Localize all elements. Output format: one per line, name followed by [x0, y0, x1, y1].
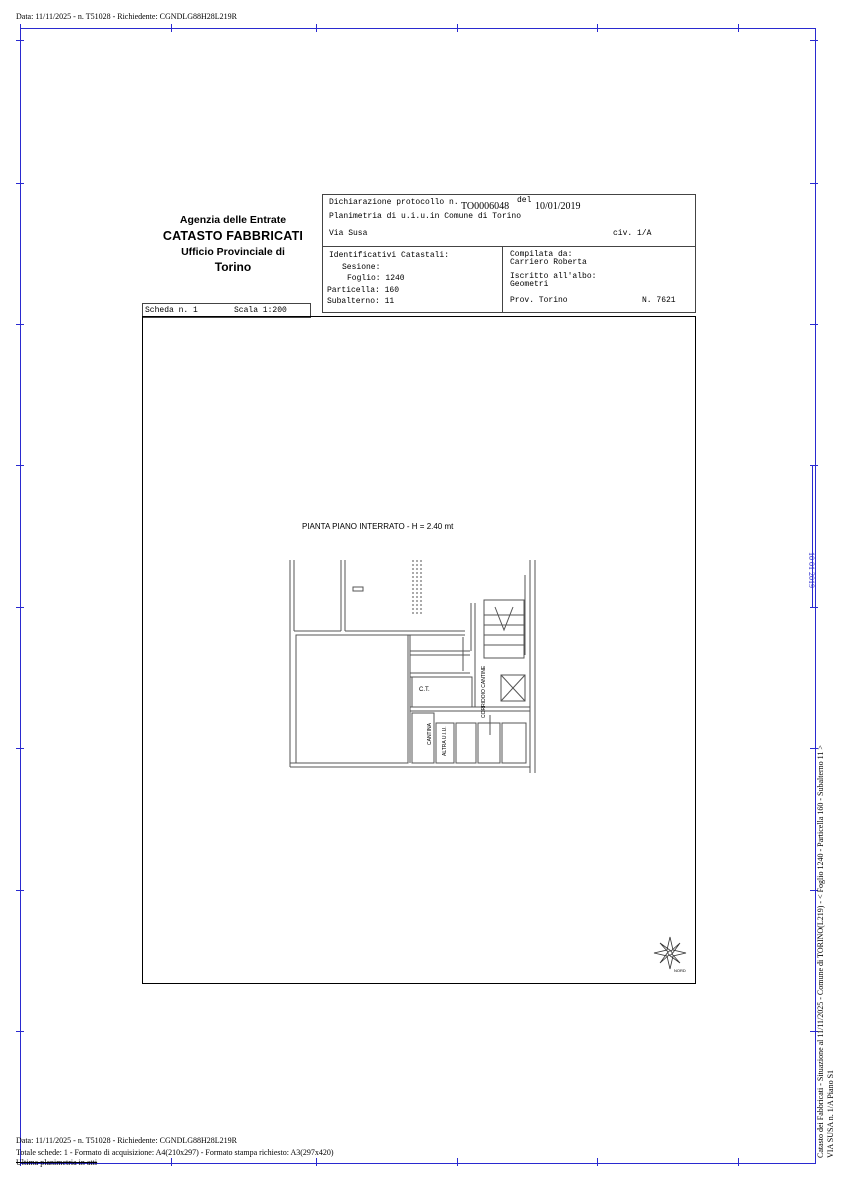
- scale-value: Scala 1:200: [234, 306, 287, 315]
- identifiers-title: Identificativi Catastali:: [329, 251, 450, 260]
- foglio-field: Foglio: 1240: [347, 274, 405, 283]
- label-altra-uiu: ALTRA U.I.U.: [442, 726, 448, 756]
- agency-name: Agenzia delle Entrate: [179, 214, 287, 226]
- side-catasto-line: Catasto dei Fabbricati - Situazione al 11/11/2025 - Comune di TORINO(L219) - < Foglio 1240 - Particella 160 - Subalterno 11 >: [816, 745, 825, 1158]
- north-arrow-icon: [652, 935, 688, 971]
- identifiers-divider: [502, 246, 503, 312]
- label-corridoio: CORRIDOIO CANTINE: [481, 665, 487, 718]
- label-cantina: CANTINA: [427, 723, 433, 745]
- protocol-number: TO0006048: [461, 201, 510, 212]
- footer-request-line: Data: 11/11/2025 - n. T51028 - Richiedente: CGNDLG88H28L219R: [16, 1136, 238, 1145]
- albo-label: Iscritto all'albo:: [510, 272, 597, 281]
- subalterno-field: Subalterno: 11: [327, 297, 395, 306]
- floor-plan: [285, 555, 545, 777]
- side-stamp-code: 10 01 2019: [807, 552, 816, 588]
- north-label: NORD: [674, 968, 686, 973]
- province: Prov. Torino: [510, 296, 568, 305]
- compiled-label: Compilata da:: [510, 250, 573, 259]
- office-title: Ufficio Provinciale di: [181, 246, 285, 258]
- particella-field: Particella: 160: [327, 286, 400, 295]
- header-request-line: Data: 11/11/2025 - n. T51028 - Richiedente: CGNDLG88H28L219R: [16, 12, 238, 21]
- protocol-label: Dichiarazione protocollo n.: [329, 198, 459, 207]
- label-central-heating: C.T.: [419, 687, 430, 693]
- catasto-title: CATASTO FABBRICATI: [162, 229, 304, 243]
- register-number: N. 7621: [642, 296, 676, 305]
- protocol-date: 10/01/2019: [535, 201, 581, 212]
- street-name: Via Susa: [329, 229, 368, 238]
- side-address-line: VIA SUSA n. 1/A Piano S1: [826, 1069, 835, 1158]
- albo-value: Geometri: [510, 280, 549, 289]
- footer-format-line: Totale schede: 1 - Formato di acquisizione: A4(210x297) - Formato stampa richiesto: A3(297x420): [16, 1148, 334, 1157]
- sezione-field: Sesione:: [342, 263, 381, 272]
- date-label: del: [517, 196, 532, 205]
- scheda-number: Scheda n. 1: [145, 306, 198, 315]
- plan-title: PIANTA PIANO INTERRATO - H = 2.40 mt: [302, 522, 454, 531]
- compiled-name: Carriero Roberta: [510, 258, 587, 267]
- civic-number: civ. 1/A: [613, 229, 652, 238]
- planimetry-line: Planimetria di u.i.u.in Comune di Torino: [329, 212, 522, 221]
- footer-last-plan: Ultima planimetria in atti: [16, 1158, 98, 1167]
- office-city: Torino: [214, 260, 252, 274]
